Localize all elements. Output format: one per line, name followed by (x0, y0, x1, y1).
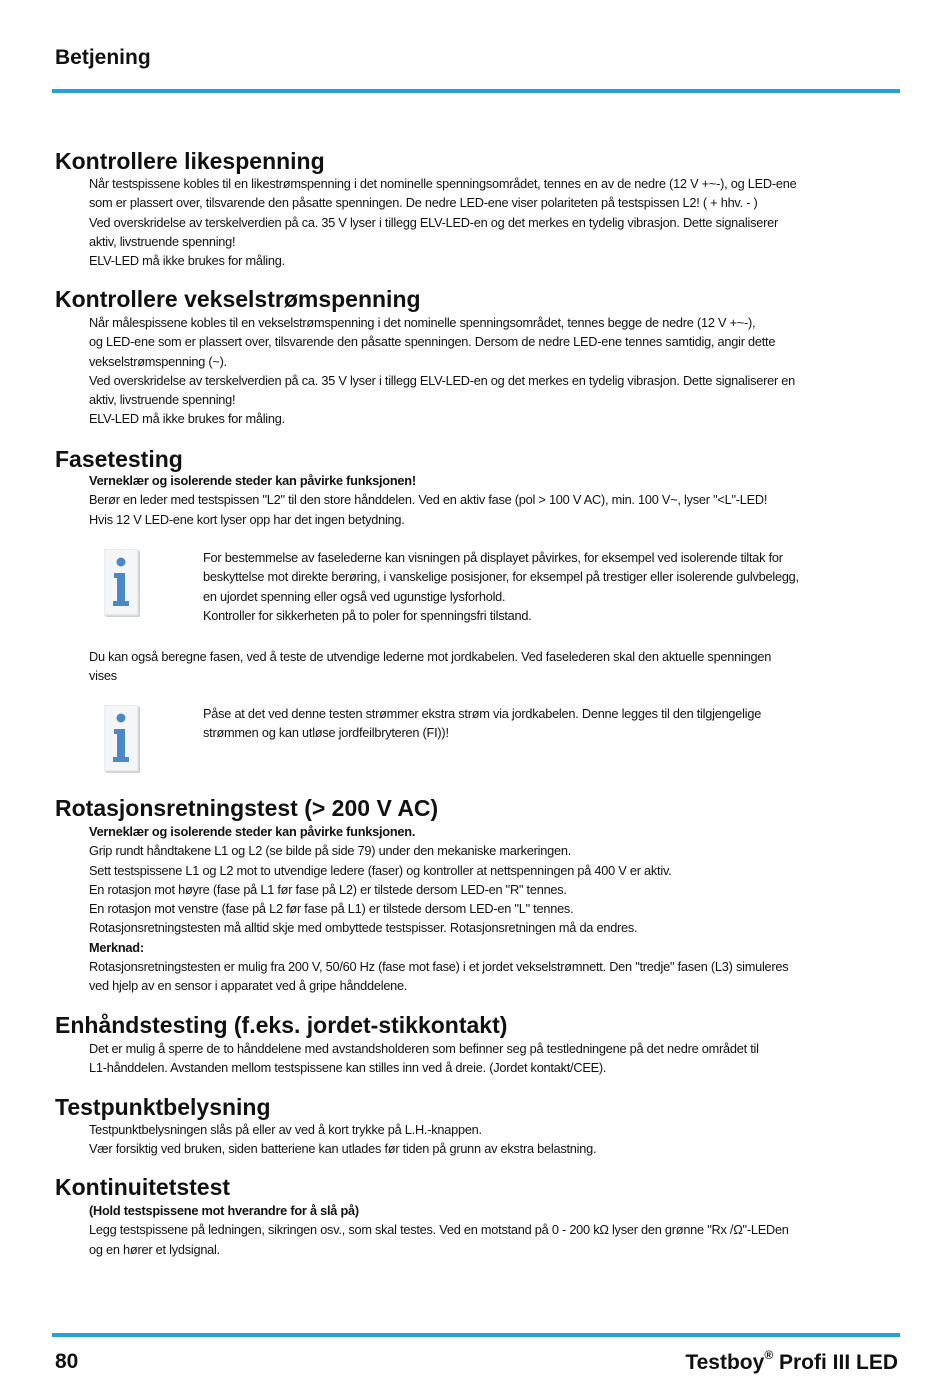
warning-text: Verneklær og isolerende steder kan påvirke funksjonen! (89, 473, 416, 488)
text-line: og en hører et lydsignal. (89, 1241, 220, 1257)
text-line: strømmen og kan utløse jordfeilbryteren (FI))! (203, 725, 449, 741)
paragraph-ac-voltage (89, 313, 862, 429)
info-note-ground-current (203, 704, 865, 743)
text-line: Rotasjonsretningstesten er mulig fra 200 V, 50/60 Hz (fase mot fase) i et jordet vekselstrømnett. Den "tredje" fasen (L3) simuleres (89, 959, 789, 975)
warning-text: Verneklær og isolerende steder kan påvirke funksjonen. (89, 824, 416, 839)
page-header-title: Betjening (55, 46, 151, 69)
page-number: 80 (55, 1350, 79, 1373)
text-line: Berør en leder med testspissen "L2" til den store hånddelen. Ved en aktiv fase (pol > 100 V AC), min. 100 V~, lyser "<L"-LED! (89, 492, 768, 508)
text-line: en ujordet spenning eller også ved ugunstige lysforhold. (203, 588, 506, 604)
paragraph-test-point-light (89, 1120, 862, 1159)
paragraph-dc-voltage (89, 174, 862, 270)
note-label: Merknad: (89, 939, 144, 955)
text-line: Rotasjonsretningstesten må alltid skje med ombyttede testspisser. Rotasjonsretningen må da endres. (89, 920, 638, 936)
text-line: Sett testspissene L1 og L2 mot to utvendige ledere (faser) og kontroller at nettspenningen på 400 V er aktiv. (89, 862, 672, 878)
text-line: For bestemmelse av faselederne kan visningen på displayet påvirkes, for eksempel ved isolerende tiltak for (203, 550, 783, 565)
text-line: Ved overskridelse av terskelverdien på ca. 35 V lyser i tillegg ELV-LED-en og det merkes en tydelig vibrasjon. Dette signaliserer (89, 214, 778, 230)
paragraph-continuity-test (89, 1201, 862, 1259)
text-line: Påse at det ved denne testen strømmer ekstra strøm via jordkabelen. Denne legges til den tilgjengelige (203, 706, 762, 721)
brand-name: Testboy (685, 1351, 765, 1374)
heading-dc-voltage: Kontrollere likespenning (55, 148, 325, 174)
text-line: aktiv, livstruende spenning! (89, 392, 236, 408)
text-line: ELV-LED må ikke brukes for måling. (89, 253, 285, 269)
text-line: vises (89, 668, 117, 684)
footer-product-name (685, 1350, 898, 1375)
paragraph-phase-testing (89, 471, 862, 529)
text-line: aktiv, livstruende spenning! (89, 233, 236, 249)
product-model: Profi III LED (773, 1351, 898, 1374)
text-line: L1-hånddelen. Avstanden mellom testspissene kan stilles inn ved å dreie. (Jordet kontakt/CEE). (89, 1060, 607, 1076)
paragraph-rotation-test (89, 822, 862, 996)
heading-test-point-light: Testpunktbelysning (55, 1094, 271, 1120)
text-line: Når målespissene kobles til en vekselstrømspenning i det nominelle spenningsområdet, tennes begge de nedre (12 V +~-), (89, 315, 756, 330)
text-line: ved hjelp av en sensor i apparatet ved å gripe hånddelene. (89, 978, 408, 994)
text-line: ELV-LED må ikke brukes for måling. (89, 411, 285, 427)
text-line: En rotasjon mot venstre (fase på L2 før fase på L1) er tilstede dersom LED-en "L" tennes. (89, 901, 574, 917)
text-line: Ved overskridelse av terskelverdien på ca. 35 V lyser i tillegg ELV-LED-en og det merkes en tydelig vibrasjon. Dette signaliserer en (89, 372, 796, 388)
heading-continuity-test: Kontinuitetstest (55, 1174, 231, 1200)
text-line: Kontroller for sikkerheten på to poler for spenningsfri tilstand. (203, 607, 532, 623)
text-line: Legg testspissene på ledningen, sikringen osv., som skal testes. Ved en motstand på 0 - 200 kΩ lyser den grønne "Rx /Ω"-LEDen (89, 1222, 789, 1238)
text-line: Vær forsiktig ved bruken, siden batteriene kan utlades før tiden på grunn av ekstra belastning. (89, 1141, 597, 1157)
paragraph-phase-ground (89, 647, 862, 686)
text-line: Hvis 12 V LED-ene kort lyser opp har det ingen betydning. (89, 511, 405, 527)
text-line: En rotasjon mot høyre (fase på L1 før fase på L2) er tilstede dersom LED-en "R" tennes. (89, 881, 567, 897)
text-line: Grip rundt håndtakene L1 og L2 (se bilde på side 79) under den mekaniske markeringen. (89, 843, 572, 859)
text-line: Du kan også beregne fasen, ved å teste de utvendige lederne mot jordkabelen. Ved faselederen skal den aktuelle spenningen (89, 649, 772, 664)
heading-rotation-test: Rotasjonsretningstest (> 200 V AC) (55, 795, 439, 821)
info-note-phase-conductors (203, 548, 865, 625)
text-line: Når testspissene kobles til en likestrømspenning i det nominelle spenningsområdet, tennes en av de nedre (12 V +~-), og LED-ene (89, 176, 797, 191)
heading-ac-voltage: Kontrollere vekselstrømspenning (55, 286, 421, 312)
instruction-text: (Hold testspissene mot hverandre for å slå på) (89, 1203, 359, 1218)
info-icon (104, 549, 140, 617)
text-line: som er plassert over, tilsvarende den påsatte spenningen. De nedre LED-ene viser polariteten på testspissen L2! ( + hhv. - ) (89, 195, 758, 211)
info-icon (104, 705, 140, 773)
text-line: beskyttelse mot direkte berøring, i vanskelige posisjoner, for eksempel på trestiger eller isolerende gulvbelegg, (203, 569, 799, 585)
text-line: Det er mulig å sperre de to hånddelene med avstandsholderen som befinner seg på testledningene på det nedre området til (89, 1041, 759, 1056)
heading-one-hand-testing: Enhåndstesting (f.eks. jordet-stikkontakt) (55, 1012, 508, 1038)
registered-mark: ® (764, 1348, 774, 1362)
paragraph-one-hand-testing (89, 1039, 862, 1078)
text-line: Testpunktbelysningen slås på eller av ved å kort trykke på L.H.-knappen. (89, 1122, 482, 1137)
heading-phase-testing: Fasetesting (55, 446, 183, 472)
header-rule (52, 89, 900, 93)
footer-rule (52, 1333, 900, 1337)
text-line: og LED-ene som er plassert over, tilsvarende den påsatte spenningen. Dersom de nedre LED-ene tennes samtidig, angir dette (89, 334, 776, 350)
text-line: vekselstrømspenning (~). (89, 353, 227, 369)
